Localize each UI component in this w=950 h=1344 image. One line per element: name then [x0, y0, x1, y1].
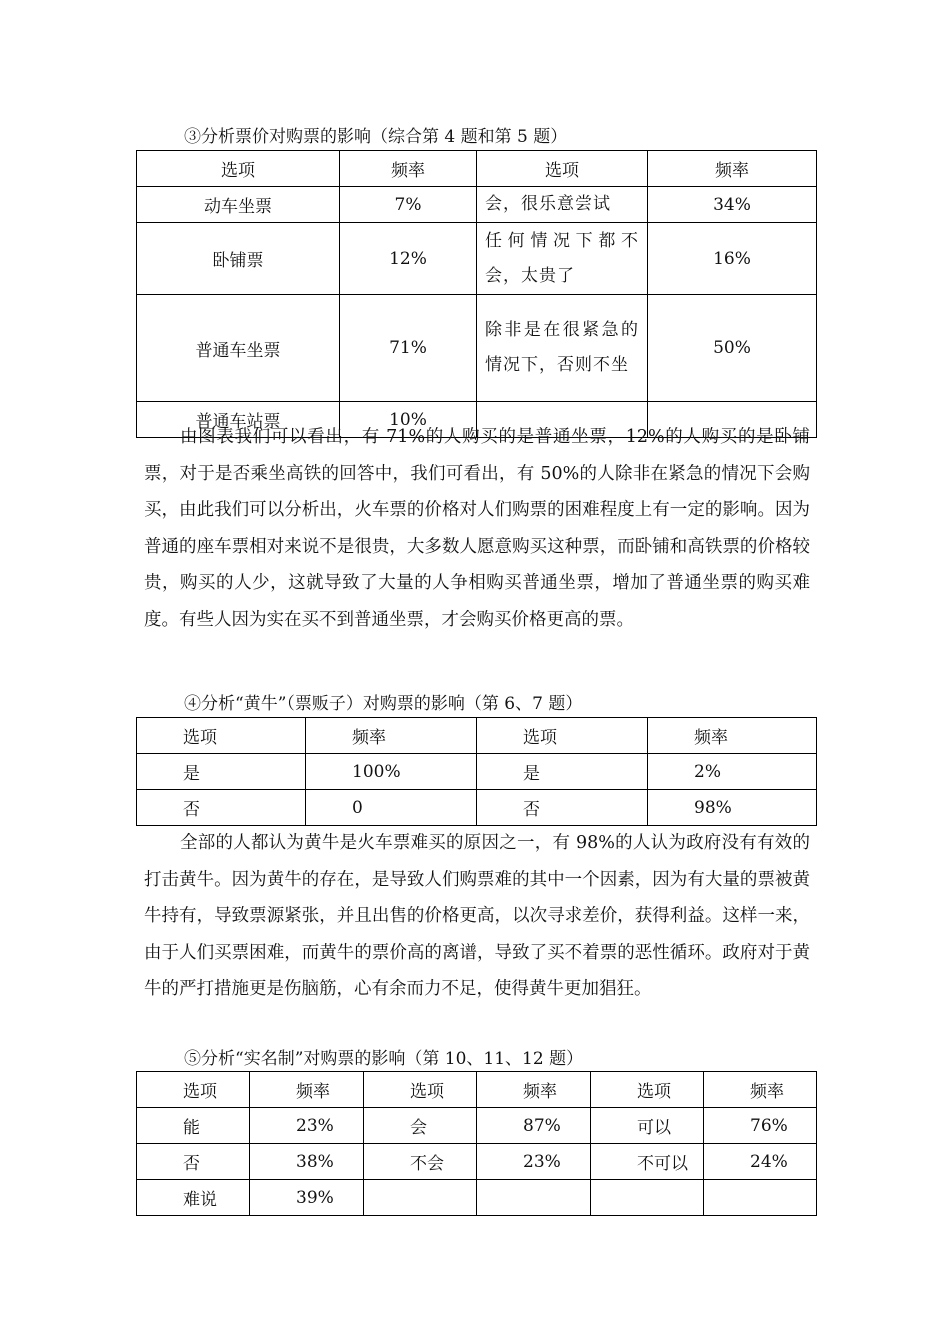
table-cell: 普通车坐票 — [137, 295, 340, 402]
table-cell: 2% — [648, 754, 817, 790]
table-cell — [477, 1180, 591, 1216]
table-cell: 会，很乐意尝试 — [477, 187, 648, 223]
table-cell — [704, 1180, 817, 1216]
header-cell: 频率 — [306, 718, 477, 754]
table-cell: 动车坐票 — [137, 187, 340, 223]
section5-caption: ⑤分析“实名制”对购票的影响（第 10、11、12 题） — [184, 1049, 584, 1069]
table-header-row — [137, 1072, 817, 1108]
table-cell: 12% — [340, 223, 477, 295]
table-row — [137, 187, 817, 223]
section3-table — [136, 150, 817, 438]
header-cell: 选项 — [137, 151, 340, 187]
section4-paragraph: 全部的人都认为黄牛是火车票难买的原因之一，有 98%的人认为政府没有有效的打击黄牛。因为黄牛的存在，是导致人们购票难的其中一个因素，因为有大量的票被黄牛持有，导致票源紧张，并且出售的价格更高，以次寻求差价，获得利益。这样一来，由于人们买票困难，而黄牛的票价高的离谱，导致了买不着票的恶性循环。政府对于黄牛的严打措施更是伤脑筋，心有余而力不足，使得黄牛更加猖狂。 — [144, 833, 810, 999]
table-cell: 能 — [137, 1108, 250, 1144]
section4-table — [136, 717, 817, 826]
table-cell: 10% — [340, 402, 477, 438]
table-cell — [591, 1180, 704, 1216]
table-cell: 38% — [250, 1144, 364, 1180]
header-cell: 选项 — [137, 718, 306, 754]
section4-caption: ④分析“黄牛”（票贩子）对购票的影响（第 6、7 题） — [184, 694, 583, 714]
table-cell: 任何情况下都不会，太贵了 — [477, 223, 648, 295]
table-cell: 23% — [477, 1144, 591, 1180]
header-cell: 选项 — [591, 1072, 704, 1108]
table-header-row — [137, 151, 817, 187]
table-cell: 24% — [704, 1144, 817, 1180]
header-cell: 频率 — [648, 718, 817, 754]
table-cell: 34% — [648, 187, 817, 223]
table-row — [137, 1108, 817, 1144]
table-cell: 是 — [137, 754, 306, 790]
table-cell: 不会 — [364, 1144, 477, 1180]
section5-table — [136, 1071, 817, 1216]
table-row — [137, 754, 817, 790]
table-cell: 可以 — [591, 1108, 704, 1144]
table-cell: 87% — [477, 1108, 591, 1144]
table-cell: 是 — [477, 754, 648, 790]
table-cell: 0 — [306, 790, 477, 826]
table-cell: 76% — [704, 1108, 817, 1144]
header-cell: 频率 — [477, 1072, 591, 1108]
table-cell: 71% — [340, 295, 477, 402]
section3-caption: ③分析票价对购票的影响（综合第 4 题和第 5 题） — [184, 127, 568, 147]
table-cell: 除非是在很紧急的情况下，否则不坐 — [477, 295, 648, 402]
table-cell: 100% — [306, 754, 477, 790]
header-cell: 选项 — [364, 1072, 477, 1108]
header-cell: 选项 — [477, 151, 648, 187]
header-cell: 选项 — [477, 718, 648, 754]
header-cell: 频率 — [704, 1072, 817, 1108]
header-cell: 频率 — [340, 151, 477, 187]
table-cell: 不可以 — [591, 1144, 704, 1180]
table-cell: 卧铺票 — [137, 223, 340, 295]
table-cell: 会 — [364, 1108, 477, 1144]
table-cell: 否 — [137, 790, 306, 826]
table-cell: 普通车站票 — [137, 402, 340, 438]
table-cell: 难说 — [137, 1180, 250, 1216]
table-row — [137, 790, 817, 826]
table-cell: 7% — [340, 187, 477, 223]
table-cell: 39% — [250, 1180, 364, 1216]
table-cell: 23% — [250, 1108, 364, 1144]
table-row — [137, 1144, 817, 1180]
table-row — [137, 223, 817, 295]
section3-paragraph: 由图表我们可以看出，有 71%的人购买的是普通坐票，12%的人购买的是卧铺票，对于是否乘坐高铁的回答中，我们可看出，有 50%的人除非在紧急的情况下会购买，由此我们可以分析出，火车票的价格对人们购票的困难程度上有一定的影响。因为普通的座车票相对来说不是很贵，大多数人愿意购买这种票，而卧铺和高铁票的价格较贵，购买的人少，这就导致了大量的人争相购买普通坐票，增加了普通坐票的购买难度。有些人因为实在买不到普通坐票，才会购买价格更高的票。 — [144, 427, 810, 630]
table-row — [137, 1180, 817, 1216]
table-cell: 16% — [648, 223, 817, 295]
header-cell: 频率 — [648, 151, 817, 187]
header-cell: 选项 — [137, 1072, 250, 1108]
table-cell — [364, 1180, 477, 1216]
table-cell: 98% — [648, 790, 817, 826]
table-header-row — [137, 718, 817, 754]
table-cell: 否 — [137, 1144, 250, 1180]
header-cell: 频率 — [250, 1072, 364, 1108]
table-cell: 否 — [477, 790, 648, 826]
table-row — [137, 295, 817, 402]
table-cell: 50% — [648, 295, 817, 402]
